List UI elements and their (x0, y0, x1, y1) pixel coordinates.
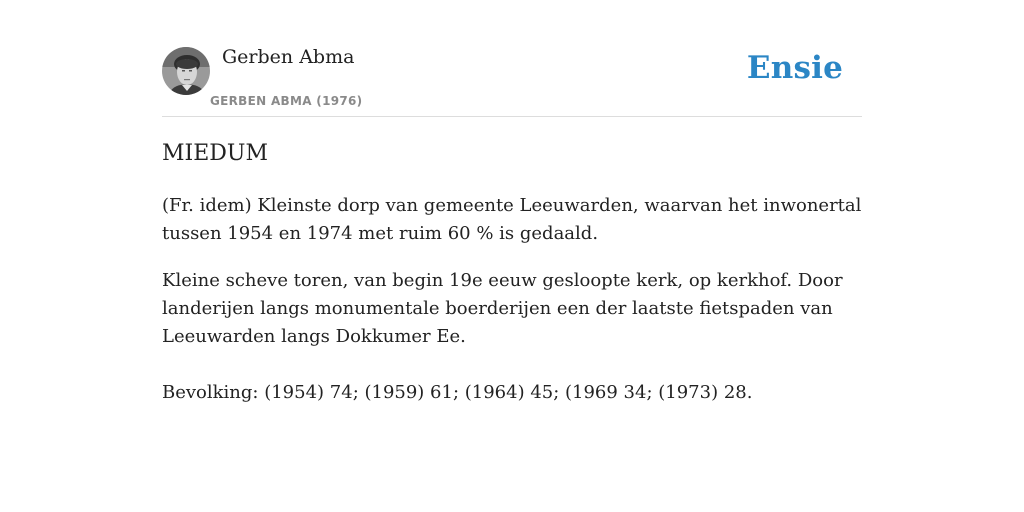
article-page (162, 0, 862, 403)
article-title: MIEDUM (162, 141, 268, 166)
author-meta: GERBEN ABMA (1976) (210, 94, 363, 108)
article-paragraph: (Fr. idem) Kleinste dorp van gemeente Leeuwarden, waarvan het inwonertal tussen 1954 en 1974 met ruim 60 % is gedaald. (162, 195, 862, 244)
author-portrait-icon (162, 47, 210, 95)
article-header (162, 0, 862, 117)
author-avatar[interactable] (162, 47, 210, 95)
brand-logo[interactable]: Ensie (746, 50, 843, 86)
article-paragraph: Bevolking: (1954) 74; (1959) 61; (1964) 45; (1969 34; (1973) 28. (162, 382, 753, 403)
article-paragraph: Kleine scheve toren, van begin 19e eeuw gesloopte kerk, op kerkhof. Door landerijen langs monumentale boerderijen een der laatste fietspaden van Leeuwarden langs Dokkumer Ee. (162, 270, 843, 347)
author-name[interactable]: Gerben Abma (222, 46, 355, 68)
